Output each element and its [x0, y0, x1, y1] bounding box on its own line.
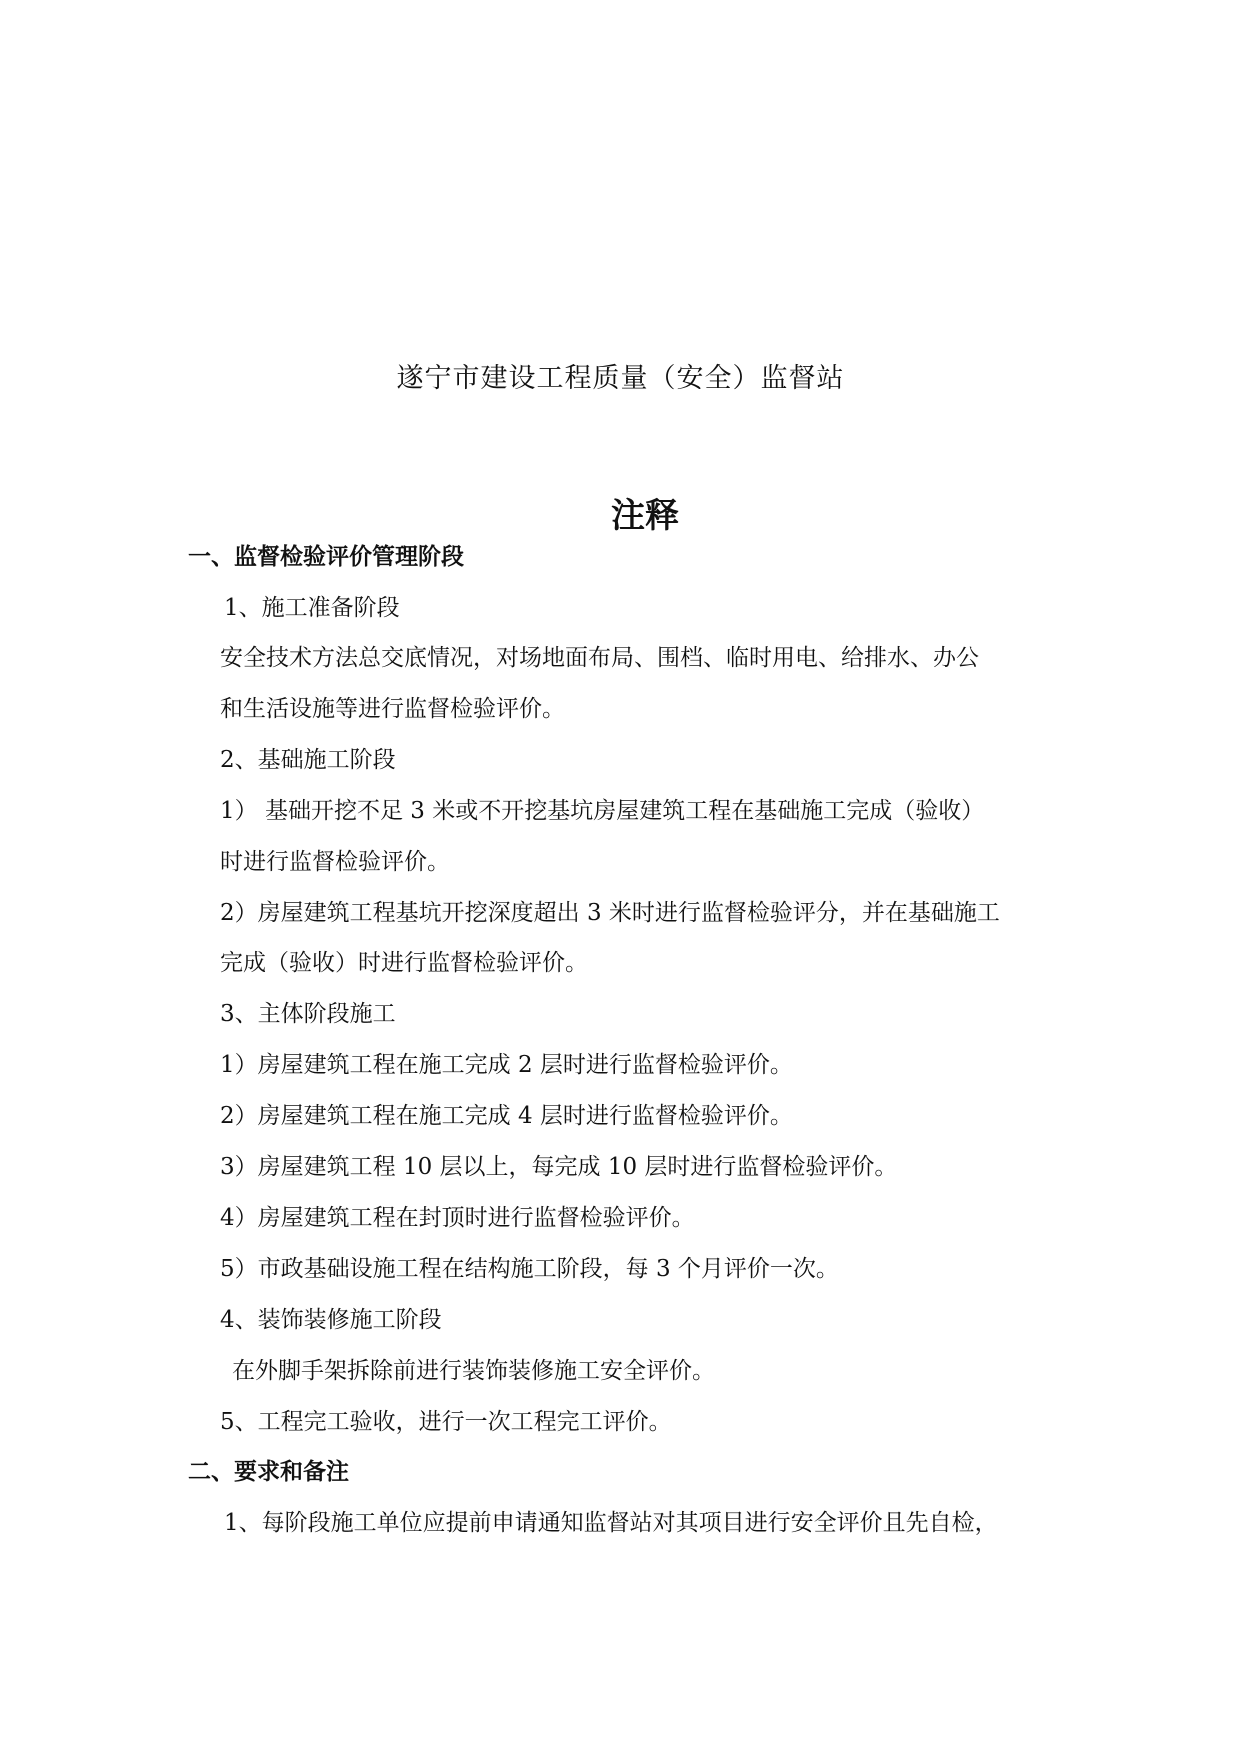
item-heading-1: 1、施工准备阶段: [224, 595, 400, 621]
organization-title: 遂宁市建设工程质量（安全）监督站: [396, 363, 845, 394]
paragraph-line: 1、每阶段施工单位应提前申请通知监督站对其项目进行安全评价且先自检，: [224, 1510, 998, 1536]
paragraph-line: 2）房屋建筑工程在施工完成 4 层时进行监督检验评价。: [220, 1103, 793, 1129]
paragraph-line: 安全技术方法总交底情况，对场地面布局、围档、临时用电、给排水、办公: [220, 645, 979, 671]
section-heading-1: 一、监督检验评价管理阶段: [188, 543, 464, 570]
section-heading-2: 二、要求和备注: [188, 1458, 349, 1485]
paragraph-line: 2）房屋建筑工程基坑开挖深度超出 3 米时进行监督检验评分，并在基础施工: [220, 900, 1000, 926]
paragraph-line: 3）房屋建筑工程 10 层以上，每完成 10 层时进行监督检验评价。: [220, 1154, 898, 1180]
paragraph-line: 完成（验收）时进行监督检验评价。: [220, 950, 588, 976]
item-heading-2: 2、基础施工阶段: [220, 747, 396, 773]
page-title: 注释: [611, 496, 679, 536]
item-heading-3: 3、主体阶段施工: [220, 1001, 396, 1027]
paragraph-line: 1）房屋建筑工程在施工完成 2 层时进行监督检验评价。: [220, 1052, 793, 1078]
item-heading-5: 5、工程完工验收，进行一次工程完工评价。: [220, 1409, 672, 1435]
paragraph-line: 1） 基础开挖不足 3 米或不开挖基坑房屋建筑工程在基础施工完成（验收）: [220, 798, 985, 824]
paragraph-line: 5）市政基础设施工程在结构施工阶段，每 3 个月评价一次。: [220, 1256, 839, 1282]
paragraph-line: 4）房屋建筑工程在封顶时进行监督检验评价。: [220, 1205, 695, 1231]
item-heading-4: 4、装饰装修施工阶段: [220, 1307, 442, 1333]
paragraph-line: 在外脚手架拆除前进行装饰装修施工安全评价。: [232, 1358, 715, 1384]
paragraph-line: 和生活设施等进行监督检验评价。: [220, 696, 565, 722]
paragraph-line: 时进行监督检验评价。: [220, 849, 450, 875]
